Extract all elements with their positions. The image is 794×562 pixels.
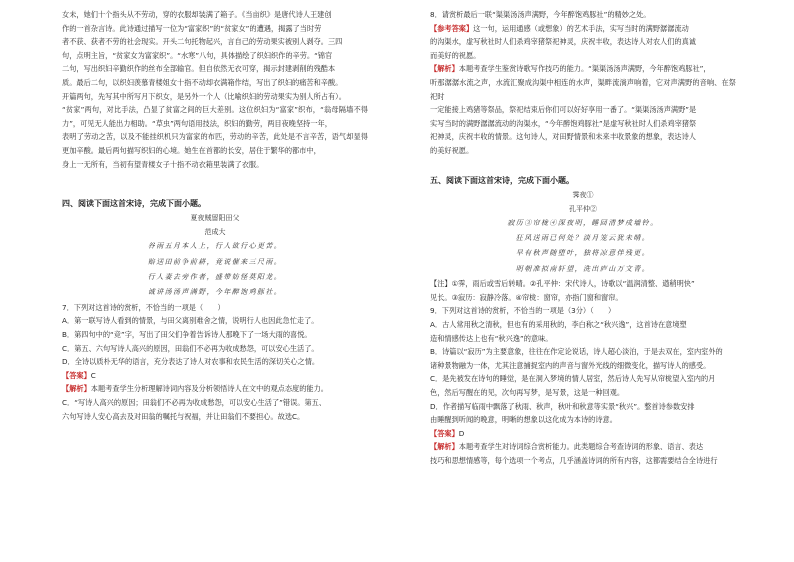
poem-line: 行人妻去旁作者，盛带妨怪莫阳龙。: [147, 272, 283, 281]
option-d-cont: 由睡醒到听闻的晚意，明晰的想象以这化成为本诗的诗意。: [430, 415, 617, 425]
option-c: C．第五、六句写诗人高兴的原因，田翁们不必再为收成愁怨，可以安心生活了。: [62, 343, 319, 353]
poem-line: 赔送田前争前耕，竟说催来三尺雨。: [147, 257, 283, 266]
reference-answer-line: [430, 22, 736, 36]
option-c: C．是先被发在诗句的睡觉，是在洞入梦境的情人居室，然后诗人先写从帘栊望入室内的月: [430, 374, 716, 384]
answer-line: [430, 427, 736, 441]
poem-note: 【注】①霁，雨后或雪后转晴。②孔平仲：宋代诗人，诗歌以“温润清整、遒稍明快”: [430, 279, 695, 289]
text-line: 表明了劳动之苦，以及不能挂织机只为富家的布匹，劳动的辛苦，此处是不言辛苦，语气却显得更加辛酸。最后两句描写织妇的心境。她生在首都的长安，居住于繁华的都市中，: [62, 132, 368, 155]
poem-body: [430, 216, 736, 278]
reference-label: 【参考答案】: [430, 23, 474, 33]
analysis-text: 本题考查学生对诗词综合赏析能力。此类题综合考查诗词的形象、语言、表达: [458, 442, 704, 452]
text-line: “贫家”两句，对比手法，凸显了贫富之间的巨大差别。这位织妇为“富家”织布，“翁母隔墙不得力”，可见无人能出力相助。“草虫”两句语用技法，织妇的勤劳，两目夜晚坚持一年，: [62, 105, 368, 128]
option-b-cont: 诸种景物融为一体，尤其注意捕捉室内的声音与窗外光线的细微变化，描写诗人的感受。: [430, 360, 711, 370]
question-7-stem: 7．下列对这首诗的赏析，不恰当的一项是（ ）: [62, 302, 225, 312]
question-8-stem: 8．请赏析最后一联“渠渠汤汤声满野，今年醉饱鸡豚社”的精妙之处。: [430, 10, 651, 19]
text-line: 作的一首杂言诗。此诗通过描写一位为“富家织”的“贫家女”的遭遇，揭露了当时劳: [62, 23, 322, 33]
option-d: D．全诗以质朴无华的语言，充分表达了诗人对农事和农民生活的深切关心之情。: [62, 357, 320, 367]
text-line: 六句写诗人安心高去及对田翁的嘱托与祝福，并让田翁们不要担心。故选C。: [62, 411, 305, 421]
text-line: 听那潺潺水流之声，水流汇聚成沟渠中相连的水声，渠畔流淌声响着，它对声满野的音响、在祭祀时: [430, 77, 736, 101]
poem-line: 明朝准拟南轩望，洗出庐山万文青。: [515, 264, 651, 273]
text-line: 女未，她们十个指头从不劳动，穿的衣服却装满了箱子。《当亩织》是唐代诗人王建创: [62, 10, 332, 19]
text-line: 一定能接上鸡猪等祭品，祭祀结束后你们可以好好享用一番了。“渠渠汤汤声满野”是: [430, 105, 697, 115]
question-9-options: [430, 318, 736, 427]
text-line: 身上一无所有，当初有望青楼女子十指不动衣箱里装满了衣服。: [62, 159, 264, 169]
analysis-line: [430, 440, 736, 454]
poem-author: 孔平仲②: [569, 204, 597, 213]
text-line: 技巧和思想情感等，每个选项一个考点，几乎涵盖诗词的所有内容，这都需要结合全诗进行: [430, 455, 718, 465]
option-a-cont: 造和情感传达上也有“秋兴逸”的意味。: [430, 333, 553, 343]
poem-line: 早有秋声随堕叶，独将凉意伴残更。: [515, 249, 651, 258]
analysis-line: [62, 382, 368, 396]
analysis-label: 【解析】: [430, 442, 459, 452]
question-9-stem: 9．下列对这首诗的赏析，不恰当的一项是（3分）（ ）: [430, 306, 616, 316]
answer-value: D: [458, 428, 465, 438]
option-d: D．作者描写临雨中飘落了秋雨、秋声，秋叶和秋意等实景“秋兴”。整首诗参数安排: [430, 401, 695, 411]
poem-title: 霁夜①: [572, 190, 594, 199]
analysis-line: [430, 62, 736, 76]
analysis-text: 本题考查学生分析理解诗词内容及分析领悟诗人在文中的观点态度的能力。: [90, 384, 328, 394]
left-column: [62, 8, 368, 423]
question-7-options: [62, 314, 368, 368]
option-a: A．第一联写诗人看到的情景，与田父离别难舍之情，说明行人也因此急忙走了。: [62, 316, 319, 326]
text-line: 者不获、获者不劳的社会现实。开头二句托物起兴，言自己的劳动果实被别人剥夺。三四: [62, 37, 343, 47]
analysis-text: 本题考查学生鉴赏诗歌写作技巧的能力。“渠渠汤汤声满野，今年醉饱鸡豚社”，: [458, 64, 711, 74]
answer-value: C: [90, 370, 96, 380]
option-c-cont: 色，然后写醒在的见，次句再写梦，是写景，这是一种回观。: [430, 387, 625, 397]
poem-line: 寂历③帘栊④深夜明，睡回清梦戍墙铃。: [507, 218, 659, 227]
answer-label: 【答案】: [62, 370, 91, 380]
analysis-label: 【解析】: [62, 384, 91, 394]
analysis-label: 【解析】: [430, 64, 459, 74]
poem-line: 诚讲汤汤声满野，今年醉饱鸡豚社。: [147, 288, 283, 297]
poem-line: 狂风送雨已何处？淡月笼云犹未晴。: [515, 233, 651, 242]
option-a: A．古人常用秋之清秋，但也有的采用秋的，李白称之“秋兴逸”，这首诗在意境塑: [430, 319, 687, 329]
right-column: [430, 8, 736, 467]
section-heading-five: 五、阅读下面这首宋诗，完成下面小题。: [430, 175, 574, 185]
text-line: 祀神灵，庆祝丰收的情景。这句诗人，对田野情景和未来丰收景象的想象，表达诗人: [430, 132, 696, 142]
poem-author: 范成大: [204, 228, 226, 237]
intro-paragraph: [62, 8, 368, 171]
poem-line: 谷雨五月本人上，行人欲行心更苦。: [147, 242, 283, 251]
poem-note: 见长。③寂历：寂静冷落。④帘栊：窗帘，亦指门窗和窗帘。: [430, 292, 623, 302]
answer-line: [62, 369, 368, 383]
text-line: C．“写诗人高兴的原因；田翁们不必再为收成愁怨，可以安心生活了”错误。第五、: [62, 397, 327, 407]
section-heading-four: 四、阅读下面这首宋诗，完成下面小题。: [62, 199, 206, 209]
text-line: 句，点明主旨，“贫家女为富家织”。“水寒”八句，具体描绘了织妇织作的辛劳。“锦官: [62, 50, 333, 60]
text-line: 开篇两句，先写其中所写月下织女，是另外一个人（比喻织妇的劳动果实为别人所占有）。: [62, 91, 346, 101]
poem-title: 夏夜贼留阳田父: [190, 214, 240, 223]
text-line: 质。最后二句，以织妇羡慕青楼姐女十指不动却衣满箱作结，写出了织妇的痛苦和辛酸。: [62, 77, 343, 87]
option-b: B．第四句中的“竞”字，写出了田父们争着告诉诗人那晚下了一场大雨的喜悦。: [62, 329, 312, 339]
text-line: 实写当时的满野潺潺流动的沟渠水，“今年醉饱鸡豚社”是虚写秋社时人们杀鸡宰猪祭: [430, 118, 697, 128]
poem-body: [62, 239, 368, 301]
text-line: 二句，写出织妇辛勤织作的丝布全部输官。但自依然无衣可穿，揭示封建剥削的残酷本: [62, 64, 336, 74]
reference-text: 这一句，运用通感（或想象）的艺术手法，实写当时的满野潺潺流动: [473, 23, 689, 33]
text-line: 而美好的祝愿。: [430, 50, 481, 60]
option-b: B．诗篇以“寂历”为主要意象，往往在作定论说话，诗人超心淡泊，于是去双在，室内室外的: [430, 347, 723, 357]
answer-label: 【答案】: [430, 428, 459, 438]
text-line: 的美好祝愿。: [430, 145, 474, 155]
text-line: 的沟渠水，虚写秋社时人们杀鸡宰猪祭祀神灵，庆祝丰收，表达诗人对农人们的真诚: [430, 37, 696, 47]
